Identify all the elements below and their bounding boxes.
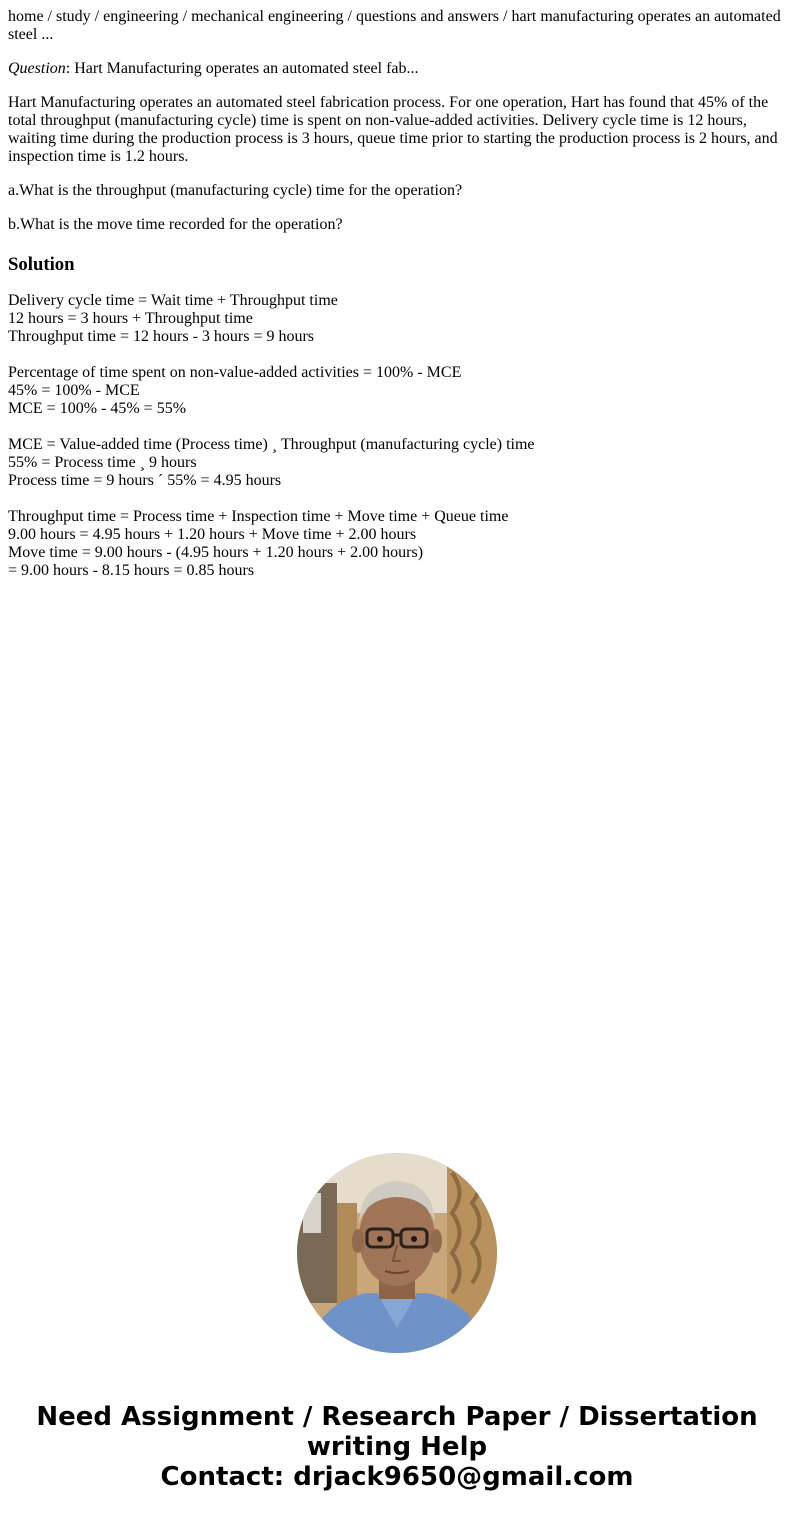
question-label: Question xyxy=(8,60,66,77)
solution-blank-line xyxy=(8,346,786,364)
solution-blank-line xyxy=(8,490,786,508)
question-part-b: b.What is the move time recorded for the operation? xyxy=(8,216,343,233)
question-title-text: : Hart Manufacturing operates an automated steel fab... xyxy=(65,60,419,77)
promo-line-1: Need Assignment / Research Paper / Dissertation xyxy=(36,1402,758,1432)
solution-line: Percentage of time spent on non-value-added activities = 100% - MCE xyxy=(8,364,462,381)
breadcrumb-questions-and-answers[interactable]: questions and answers xyxy=(355,8,500,25)
breadcrumb-engineering[interactable]: engineering xyxy=(103,8,179,25)
breadcrumb-separator: / xyxy=(343,8,356,25)
solution-line: Process time = 9 hours ´ 55% = 4.95 hours xyxy=(8,472,282,489)
author-avatar xyxy=(297,1153,497,1353)
question-body: Hart Manufacturing operates an automated steel fabrication process. For one operation, Hart has found that 45% of the total throughput (manufacturing cycle) time is spent on non-value-added activities. Delivery cycle time is 12 hours, waiting time during the production process is 3 hours, queue time prior to starting the production process is 2 hours, and inspection time is 1.2 hours. xyxy=(8,94,778,165)
solution-line: 55% = Process time ¸ 9 hours xyxy=(8,454,197,471)
question-part-a: a.What is the throughput (manufacturing cycle) time for the operation? xyxy=(8,182,463,199)
breadcrumb-separator: / xyxy=(499,8,512,25)
breadcrumb-separator: / xyxy=(90,8,104,25)
question-title xyxy=(8,60,786,78)
breadcrumb-home[interactable]: home xyxy=(8,8,44,25)
solution-blank-line xyxy=(8,418,786,436)
promo-contact: Contact: drjack9650@gmail.com xyxy=(160,1462,634,1492)
solution-line: MCE = 100% - 45% = 55% xyxy=(8,400,187,417)
breadcrumb-current: hart manufacturing operates an automated steel ... xyxy=(8,8,781,43)
promo-line-2: writing Help xyxy=(306,1432,488,1462)
breadcrumb xyxy=(8,8,786,44)
breadcrumb-mechanical-engineering[interactable]: mechanical engineering xyxy=(191,8,344,25)
solution-body xyxy=(8,292,786,580)
promo-banner xyxy=(0,1402,794,1492)
solution-line: Move time = 9.00 hours - (4.95 hours + 1.20 hours + 2.00 hours) xyxy=(8,544,424,561)
solution-line: Delivery cycle time = Wait time + Throughput time xyxy=(8,292,338,309)
author-photo xyxy=(297,1153,497,1353)
breadcrumb-study[interactable]: study xyxy=(56,8,91,25)
page-content xyxy=(8,8,786,580)
solution-heading: Solution xyxy=(8,254,75,275)
solution-line: 9.00 hours = 4.95 hours + 1.20 hours + Move time + 2.00 hours xyxy=(8,526,417,543)
solution-line: MCE = Value-added time (Process time) ¸ Throughput (manufacturing cycle) time xyxy=(8,436,535,453)
breadcrumb-separator: / xyxy=(43,8,56,25)
solution-line: Throughput time = 12 hours - 3 hours = 9 hours xyxy=(8,328,315,345)
solution-line: = 9.00 hours - 8.15 hours = 0.85 hours xyxy=(8,562,255,579)
solution-line: 12 hours = 3 hours + Throughput time xyxy=(8,310,253,327)
solution-line: 45% = 100% - MCE xyxy=(8,382,140,399)
solution-line: Throughput time = Process time + Inspection time + Move time + Queue time xyxy=(8,508,509,525)
breadcrumb-separator: / xyxy=(178,8,192,25)
